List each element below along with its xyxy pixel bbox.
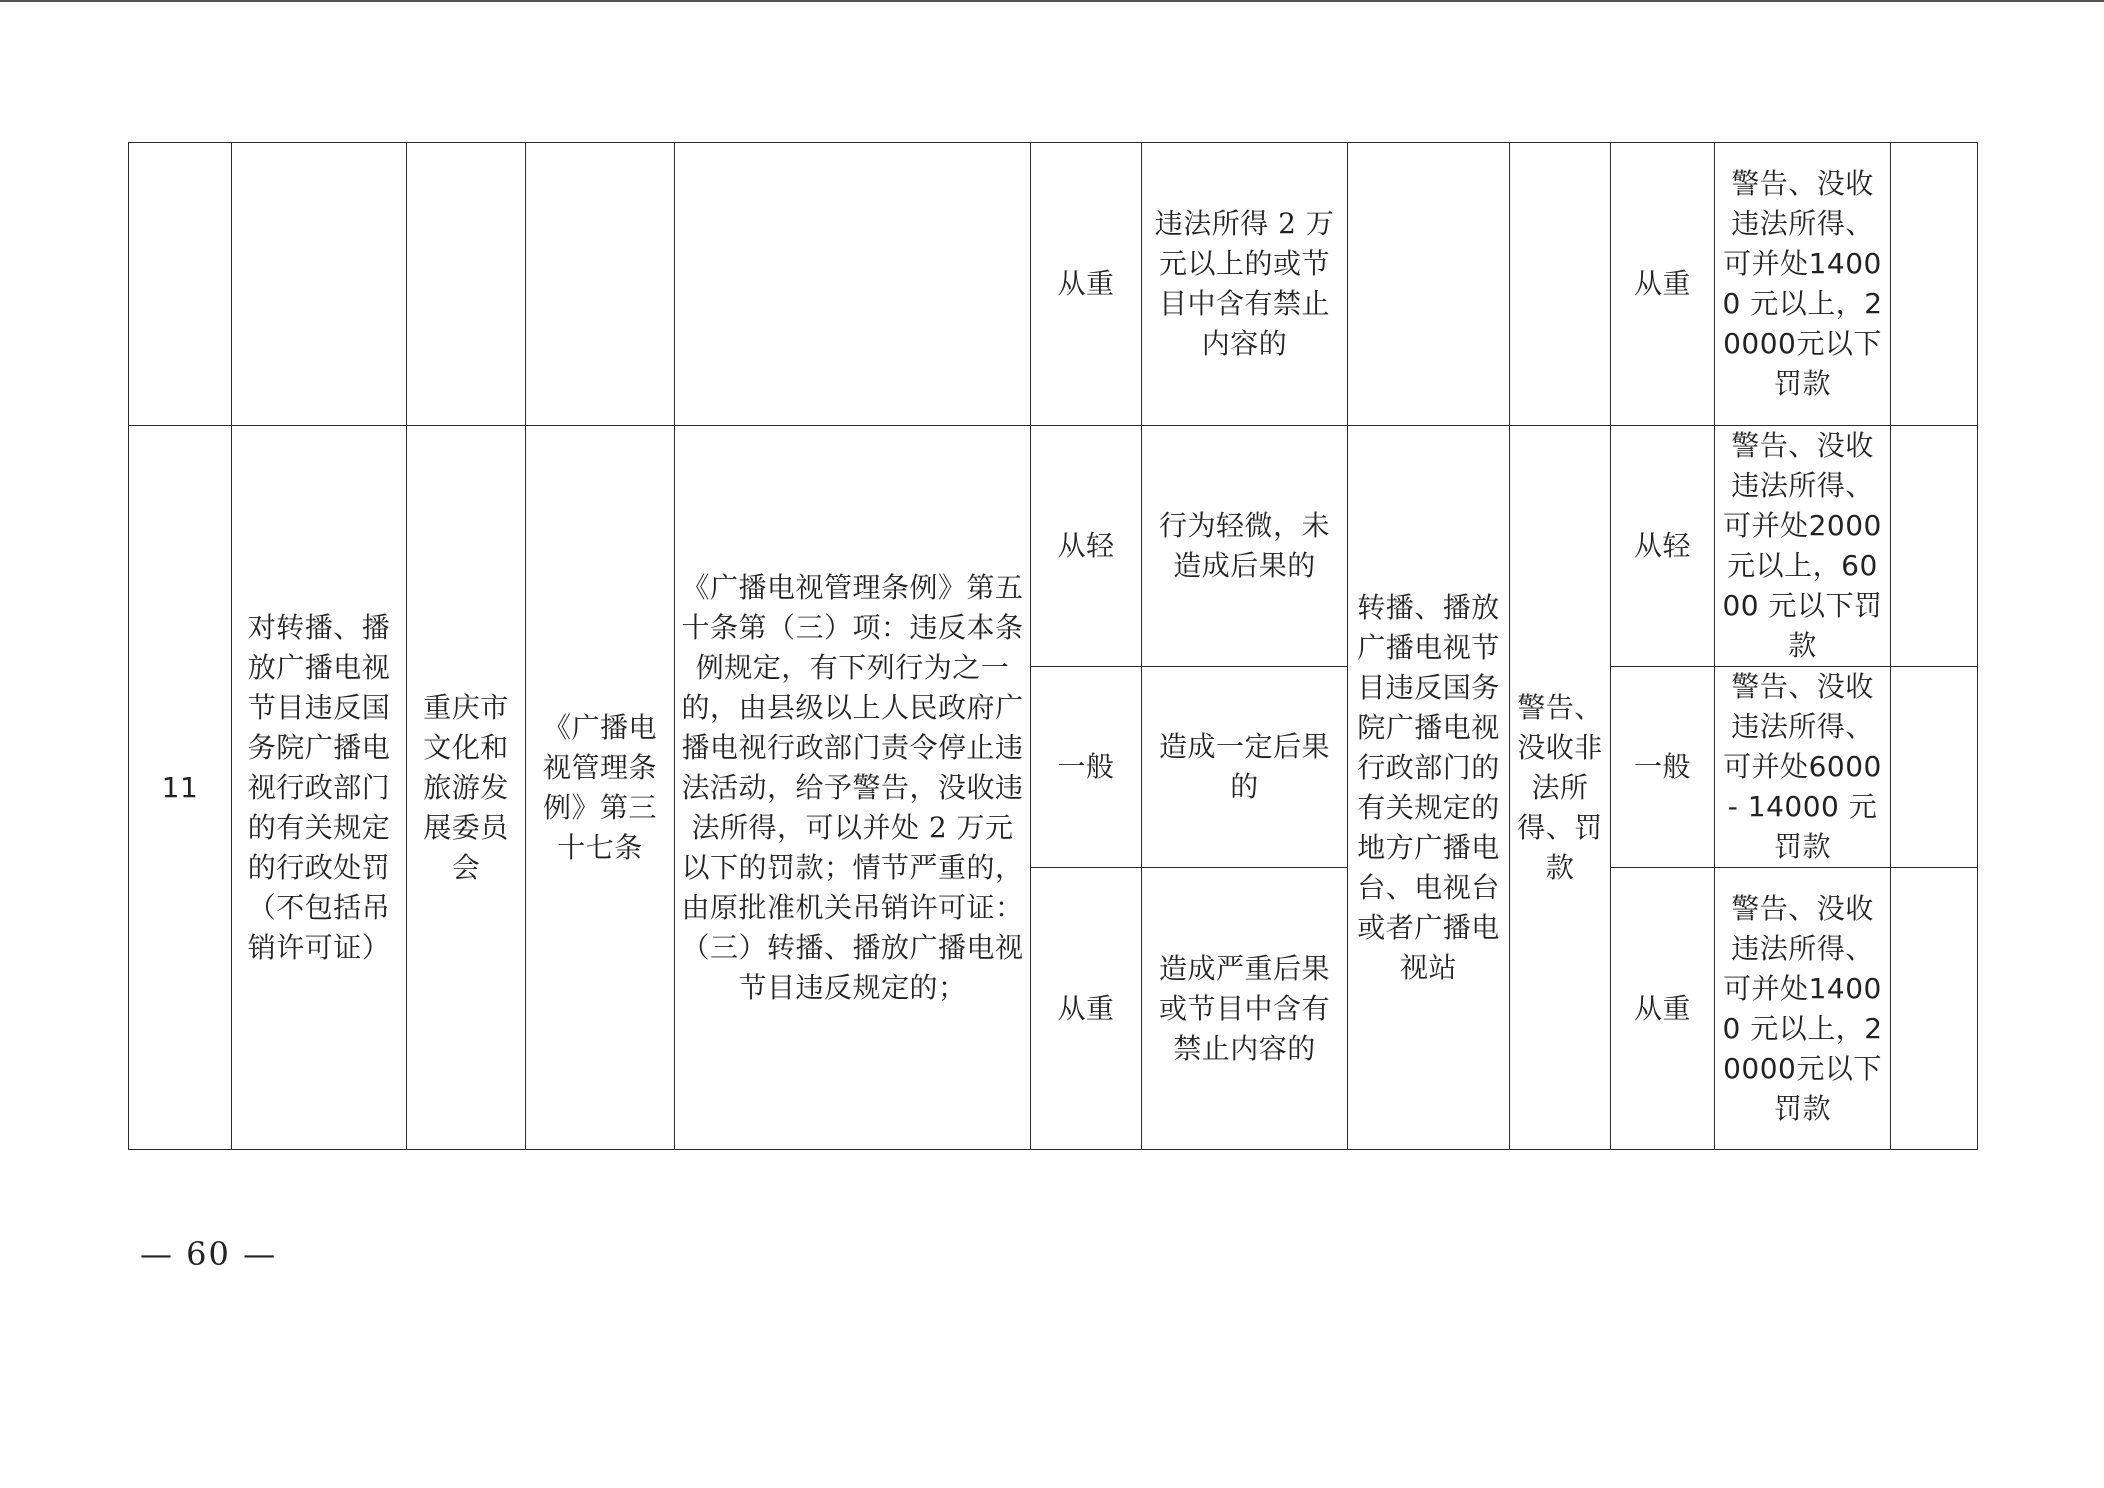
circumstance-cell: 违法所得 2 万元以上的或节目中含有禁止内容的 bbox=[1142, 143, 1348, 426]
remarks-cell-empty bbox=[1891, 426, 1978, 667]
discretion-level-cell: 从重 bbox=[1031, 143, 1142, 426]
subject-cell: 转播、播放广播电视节目违反国务院广播电视行政部门的有关规定的地方广播电台、电视台或者广播电视站 bbox=[1348, 426, 1510, 1150]
department-cell: 重庆市文化和旅游发展委员会 bbox=[407, 426, 526, 1150]
remarks-cell-empty bbox=[1891, 868, 1978, 1150]
circumstance-cell: 行为轻微，未造成后果的 bbox=[1142, 426, 1348, 667]
circumstance-cell: 造成严重后果或节目中含有禁止内容的 bbox=[1142, 868, 1348, 1150]
penalty-standards-table bbox=[128, 142, 1978, 1150]
page-top-border bbox=[0, 0, 2104, 2]
discretion-level-repeat-cell: 一般 bbox=[1611, 667, 1715, 868]
table-row-continued bbox=[129, 143, 1978, 426]
circumstance-cell: 造成一定后果的 bbox=[1142, 667, 1348, 868]
page-number: — 60 — bbox=[140, 1235, 278, 1273]
discretion-level-repeat-cell: 从重 bbox=[1611, 868, 1715, 1150]
penalty-basis-cell: 《广播电视管理条例》第五十条第（三）项：违反本条例规定，有下列行为之一的，由县级以上人民政府广播电视行政部门责令停止违法活动，给予警告，没收违法所得，可以并处 2 万元以下的罚款；情节严重的，由原批准机关吊销许可证：（三）转播、播放广播电视节目违反规定的； bbox=[675, 426, 1031, 1150]
penalty-standard-cell: 警告、没收违法所得、可并处6000- 14000 元罚款 bbox=[1715, 667, 1891, 868]
item-name-cell: 对转播、播放广播电视节目违反国务院广播电视行政部门的有关规定的行政处罚（不包括吊销许可证） bbox=[232, 426, 407, 1150]
discretion-level-repeat-cell: 从轻 bbox=[1611, 426, 1715, 667]
discretion-level-cell: 一般 bbox=[1031, 667, 1142, 868]
penalty-basis-cell-empty bbox=[675, 143, 1031, 426]
penalty-standard-cell: 警告、没收违法所得、可并处14000 元以上，20000元以下罚款 bbox=[1715, 143, 1891, 426]
table-row bbox=[129, 426, 1978, 667]
discretion-level-cell: 从重 bbox=[1031, 868, 1142, 1150]
department-cell-empty bbox=[407, 143, 526, 426]
legal-basis-cell: 《广播电视管理条例》第三十七条 bbox=[526, 426, 675, 1150]
penalty-type-cell-empty bbox=[1510, 143, 1611, 426]
remarks-cell-empty bbox=[1891, 143, 1978, 426]
item-number-cell: 11 bbox=[129, 426, 232, 1150]
penalty-standard-cell: 警告、没收违法所得、可并处2000 元以上，6000 元以下罚款 bbox=[1715, 426, 1891, 667]
legal-basis-cell-empty bbox=[526, 143, 675, 426]
subject-cell-empty bbox=[1348, 143, 1510, 426]
discretion-level-cell: 从轻 bbox=[1031, 426, 1142, 667]
penalty-standard-cell: 警告、没收违法所得、可并处14000 元以上，20000元以下罚款 bbox=[1715, 868, 1891, 1150]
discretion-level-repeat-cell: 从重 bbox=[1611, 143, 1715, 426]
penalty-type-cell: 警告、没收非法所得、罚款 bbox=[1510, 426, 1611, 1150]
number-cell-empty bbox=[129, 143, 232, 426]
item-name-cell-empty bbox=[232, 143, 407, 426]
remarks-cell-empty bbox=[1891, 667, 1978, 868]
